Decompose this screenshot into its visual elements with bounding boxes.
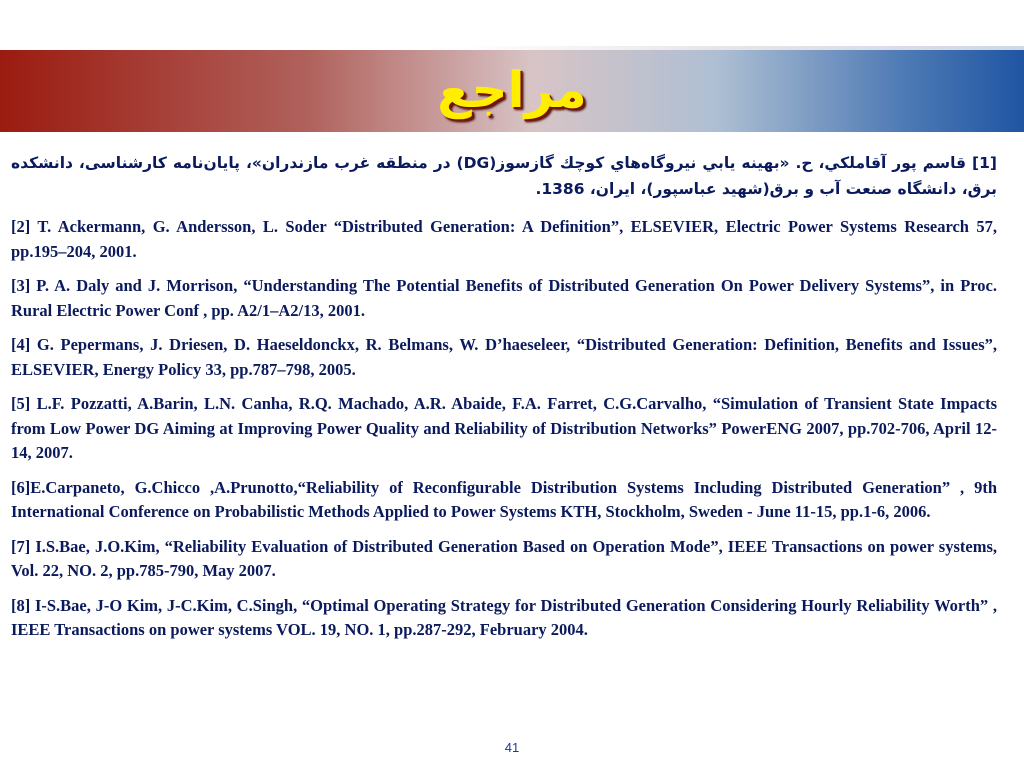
reference-item-4: [4] G. Pepermans, J. Driesen, D. Haeseldonckx, R. Belmans, W. D’haeseleer, “Distributed Generation: Definition, Benefits and Issues”, ELSEVIER, Energy Policy 33, pp.787–798, 2005. bbox=[11, 335, 997, 379]
slide-title: مراجع bbox=[437, 61, 587, 119]
reference-item-6: [6]E.Carpaneto, G.Chicco ,A.Prunotto,“Reliability of Reconfigurable Distribution Systems Including Distributed Generation” , 9th International Conference on Probabilistic Methods Applied to Power Systems KTH, Stockholm, Sweden - June 11-15, pp.1-6, 2006. bbox=[11, 477, 997, 521]
reference-item-1: [1] قاسم پور آقاملكي، ح. «بهينه يابي نيروگاه‌هاي كوچك گازسوز(DG) در منطقه غرب مازندران»، پايان‌نامه كارشناسى، دانشكده برق، دانشگاه صنعت آب و برق(شهيد عباسپور)، ايران، 1386. bbox=[11, 154, 997, 198]
reference-item-3: [3] P. A. Daly and J. Morrison, “Understanding The Potential Benefits of Distributed Generation On Power Delivery Systems”, in Proc. Rural Electric Power Conf , pp. A2/1–A2/13, 2001. bbox=[11, 276, 997, 320]
reference-item-7: [7] I.S.Bae, J.O.Kim, “Reliability Evaluation of Distributed Generation Based on Operation Mode”, IEEE Transactions on power systems, Vol. 22, NO. 2, pp.785-790, May 2007. bbox=[11, 536, 997, 580]
page-number: 41 bbox=[504, 740, 520, 755]
reference-item-5: [5] L.F. Pozzatti, A.Barin, L.N. Canha, R.Q. Machado, A.R. Abaide, F.A. Farret, C.G.Carvalho, “Simulation of Transient State Impacts from Low Power DG Aiming at Improving Power Quality and Reliability of Distribution Networks” PowerENG 2007, pp.702-706, April 12-14, 2007. bbox=[11, 394, 997, 462]
reference-list bbox=[11, 150, 997, 653]
reference-item-2: [2] T. Ackermann, G. Andersson, L. Soder “Distributed Generation: A Definition”, ELSEVIER, Electric Power Systems Research 57, pp.195–204, 2001. bbox=[11, 217, 997, 261]
reference-item-8: [8] I-S.Bae, J-O Kim, J-C.Kim, C.Singh, “Optimal Operating Strategy for Distributed Generation Considering Hourly Reliability Worth” , IEEE Transactions on power systems VOL. 19, NO. 1, pp.287-292, February 2004. bbox=[11, 595, 997, 639]
